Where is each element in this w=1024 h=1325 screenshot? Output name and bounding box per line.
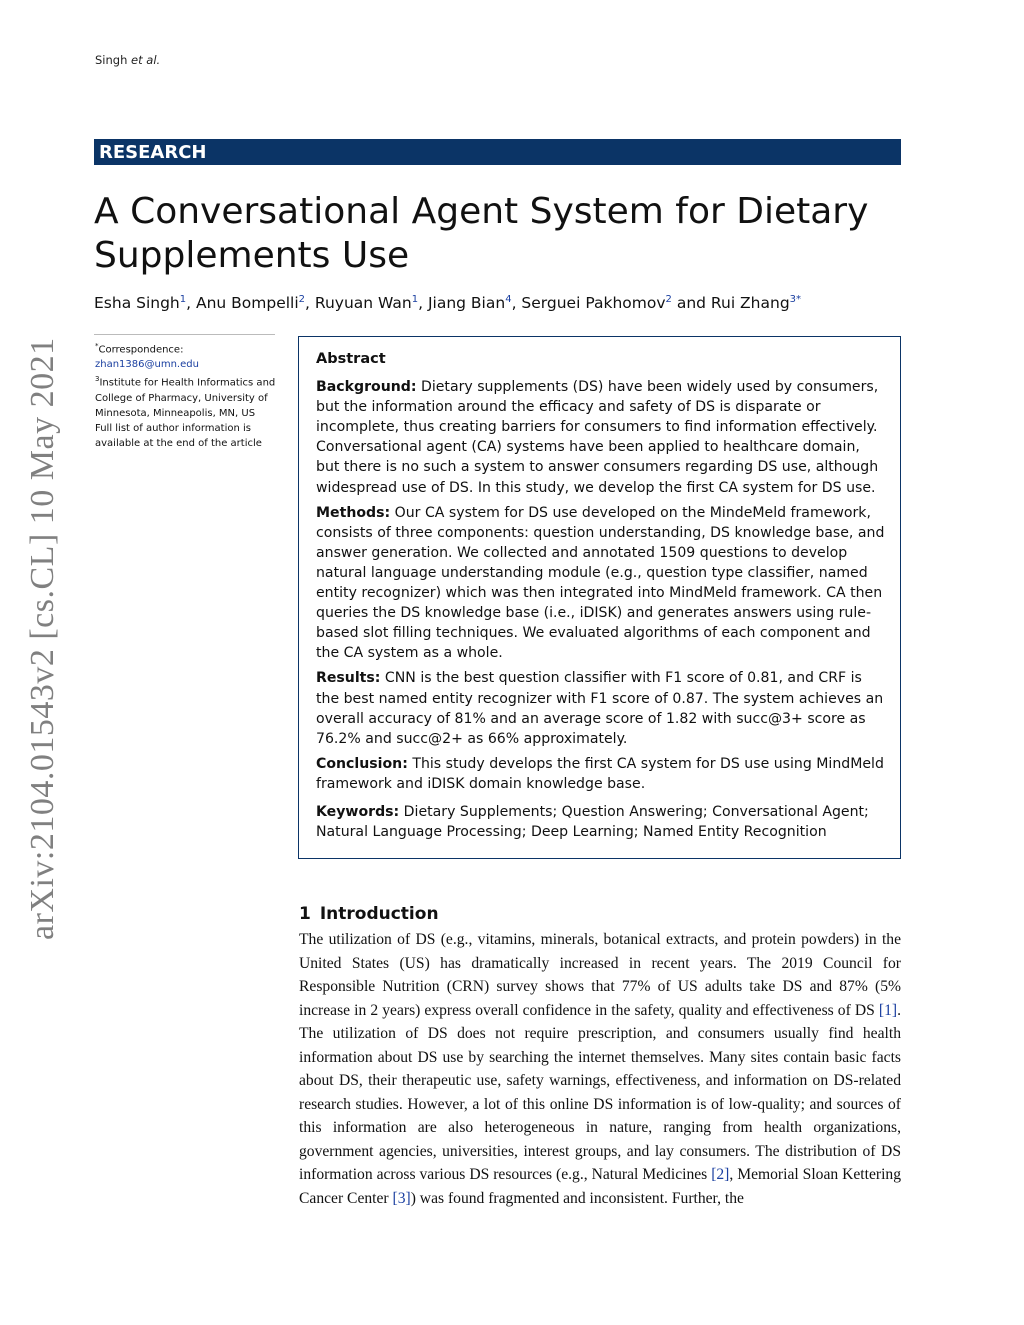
- abstract-heading: Abstract: [316, 351, 386, 367]
- author-separator: ,: [186, 294, 196, 313]
- author-name: Rui Zhang: [710, 294, 790, 313]
- introduction-paragraph: [299, 928, 901, 1210]
- correspondence-marker: *: [95, 342, 99, 350]
- keywords-label: Keywords:: [316, 803, 400, 820]
- section-number: 1: [299, 904, 311, 924]
- author-separator: and: [671, 294, 711, 313]
- abstract-methods: [316, 503, 885, 664]
- correspondence-note: [95, 339, 280, 451]
- methods-text: Our CA system for DS use developed on the MindeMeld framework, consists of three components: question understanding, DS knowledge base, and answer generation. We collected and annotated 1509 questions to develop natural language understanding module (e.g., question type classifier, named entity recognizer) which was then integrated into MindMeld framework. CA then queries the DS knowledge base (i.e., iDISK) and generates answers using rule-based slot filling techniques. We evaluated algorithms of each component and the CA system as a whole.: [316, 504, 885, 662]
- intro-text: The utilization of DS (e.g., vitamins, minerals, botanical extracts, and protein powders) in the United States (US) has dramatically increased in recent years. The 2019 Council for Responsible Nutrition (CRN) survey shows that 77% of US adults take DS and 87% (5% increase in 2 years) express overall confidence in the safety, quality and effectiveness of DS: [299, 931, 901, 1019]
- correspondence-email-link[interactable]: zhan1386@umn.edu: [95, 359, 199, 371]
- keywords-text: Dietary Supplements; Question Answering; Conversational Agent; Natural Language Processing; Deep Learning; Named Entity Recognition: [316, 803, 869, 841]
- results-text: CNN is the best question classifier with F1 score of 0.81, and CRF is the best named entity recognizer with F1 score of 0.87. The system achieves an overall accuracy of 81% and an average score of 1.82 with succ@3+ score as 76.2% and succ@2+ as 66% approximately.: [316, 670, 884, 747]
- intro-text: . The utilization of DS does not require prescription, and consumers usually find health information about DS use by searching the internet themselves. Many sites contain basic facts about DS, their therapeutic use, safety warnings, effectiveness, and information on DS-related research studies. However, a lot of this online DS information is of low-quality; and sources of this information are also heterogeneous in nature, ranging from health organizations, government agencies, universities, interest groups, and lay consumers. The distribution of DS information across various DS resources (e.g., Natural Medicines: [299, 1001, 901, 1183]
- author-separator: ,: [418, 294, 428, 313]
- author-affiliation-ref[interactable]: 2: [298, 294, 306, 305]
- affiliation-text: Institute for Health Informatics and College of Pharmacy, University of Minnesota, Minneapolis, MN, US: [95, 377, 276, 419]
- author-name: Ruyuan Wan: [314, 294, 412, 313]
- author-affiliation-ref[interactable]: 3*: [789, 294, 802, 305]
- results-label: Results:: [316, 670, 381, 687]
- author-list: [94, 294, 801, 312]
- section-banner: RESEARCH: [94, 139, 901, 165]
- intro-text: ) was found fragmented and inconsistent. Further, the: [410, 1189, 744, 1207]
- correspondence-label: Correspondence:: [98, 344, 184, 356]
- author-name: Jiang Bian: [427, 294, 506, 313]
- author-separator: ,: [305, 294, 315, 313]
- arxiv-stamp: arXiv:2104.01543v2 [cs.CL] 10 May 2021: [24, 337, 61, 940]
- abstract-background: [316, 377, 885, 498]
- abstract-conclusion: [316, 754, 885, 794]
- running-head: [95, 53, 160, 67]
- methods-label: Methods:: [316, 504, 391, 521]
- abstract-box: [298, 336, 901, 859]
- citation-link[interactable]: [1]: [878, 1001, 898, 1019]
- author-info-note: Full list of author information is available at the end of the article: [95, 422, 262, 449]
- author-affiliation-ref[interactable]: 2: [665, 294, 672, 305]
- author-name: Esha Singh: [94, 294, 180, 313]
- running-head-author: Singh: [95, 53, 128, 67]
- paper-title: A Conversational Agent System for Dietary Supplements Use: [94, 191, 869, 276]
- running-head-etal: et al.: [131, 53, 161, 67]
- citation-link[interactable]: [2]: [711, 1166, 730, 1183]
- citation-link[interactable]: [3]: [392, 1189, 411, 1207]
- author-affiliation-ref[interactable]: 1: [411, 294, 419, 305]
- section-title: Introduction: [319, 904, 439, 924]
- conclusion-label: Conclusion:: [316, 755, 408, 772]
- abstract-results: [316, 668, 885, 748]
- background-label: Background:: [316, 379, 417, 396]
- intro-text: , Memorial Sloan Kettering Cancer Center: [299, 1166, 902, 1207]
- affiliation-marker: 3: [95, 375, 100, 384]
- author-name: Serguei Pakhomov: [521, 294, 666, 313]
- footnote-rule: [94, 334, 275, 335]
- author-affiliation-ref[interactable]: 1: [179, 294, 187, 305]
- author-affiliation-ref[interactable]: 4: [505, 294, 512, 305]
- author-separator: ,: [511, 294, 522, 313]
- author-name: Anu Bompelli: [195, 294, 299, 313]
- abstract-keywords: [316, 802, 885, 842]
- introduction-heading: [299, 904, 439, 924]
- background-text: Dietary supplements (DS) have been widely used by consumers, but the information around the efficacy and safety of DS is disparate or incomplete, thus creating barriers for consumers to find information effectively. Conversational agent (CA) systems have been applied to healthcare domain, but there is no such a system to answer consumers regarding DS use, although widespread use of DS. In this study, we develop the first CA system for DS use.: [316, 379, 879, 496]
- conclusion-text: This study develops the first CA system for DS use using MindMeld framework and iDISK domain knowledge base.: [316, 755, 884, 792]
